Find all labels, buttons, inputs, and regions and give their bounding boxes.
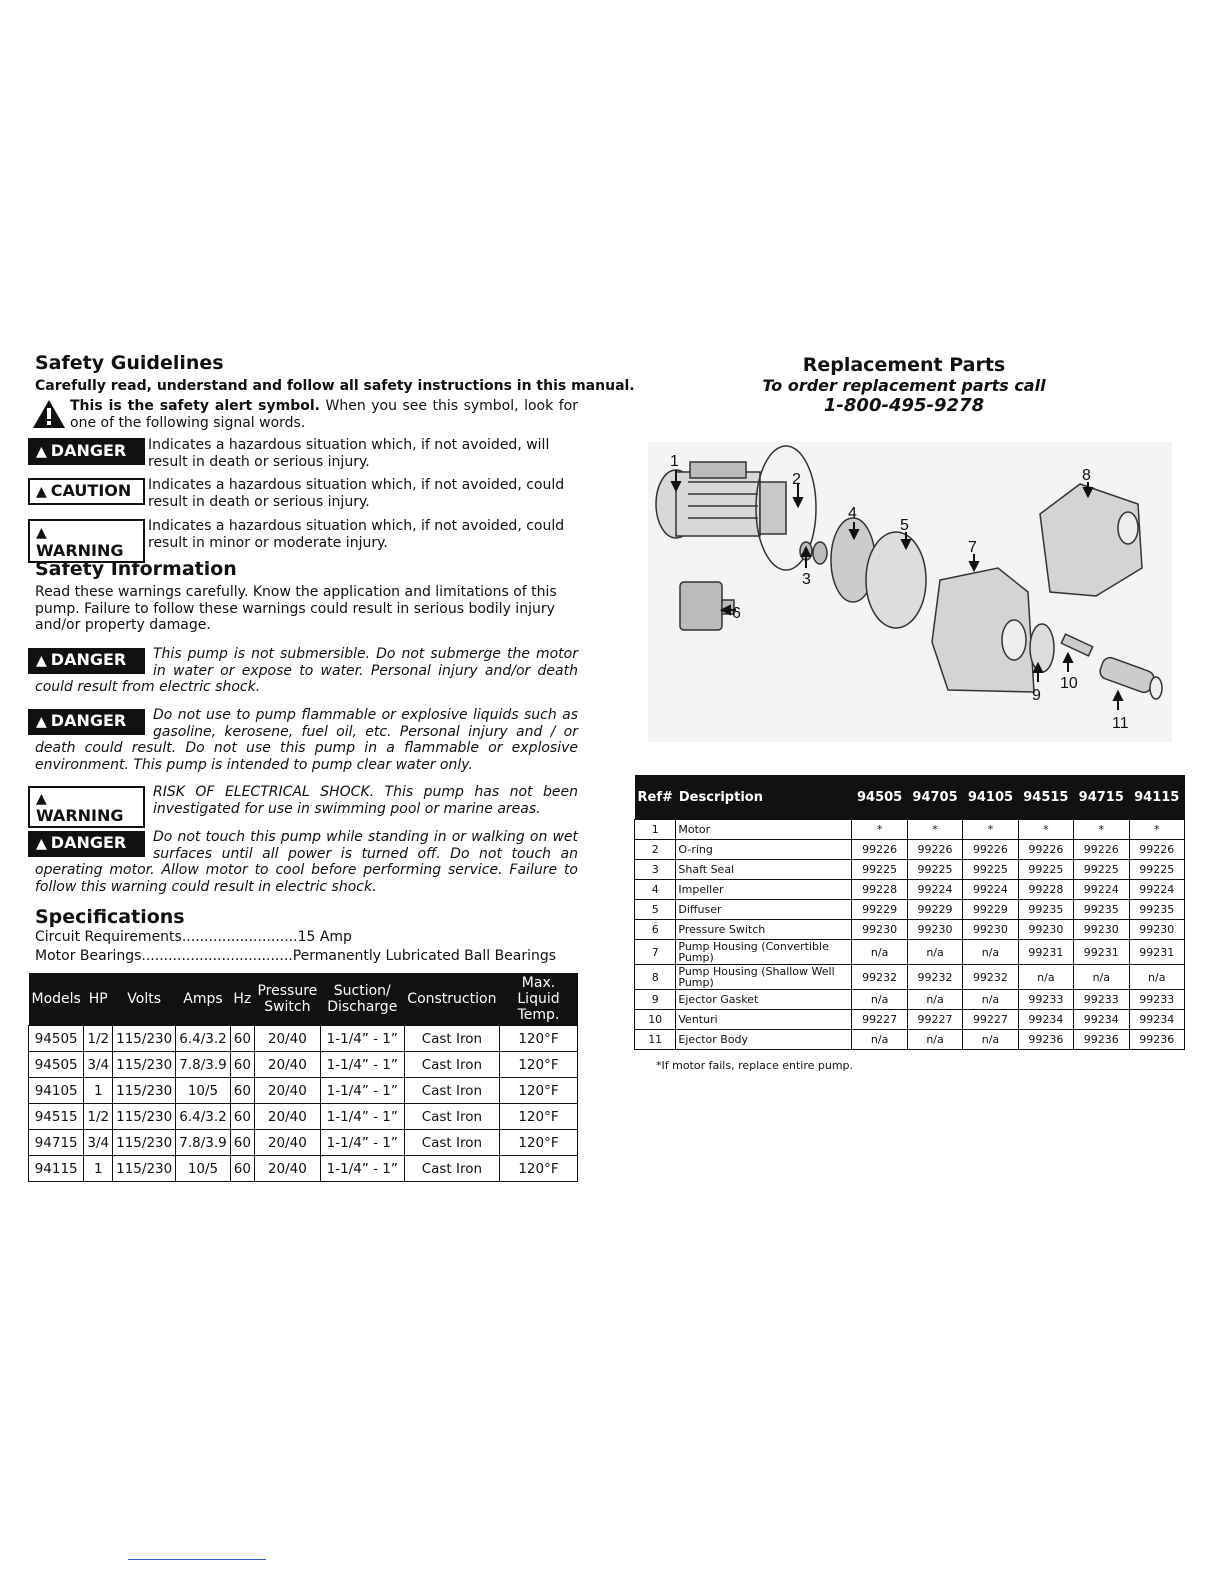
circuit-requirements [35, 929, 352, 945]
table-cell: 120°F [500, 1156, 578, 1182]
phone-number: 1-800-495-9278 [823, 395, 985, 416]
table-cell: Cast Iron [404, 1026, 499, 1052]
table-cell: 60 [230, 1130, 254, 1156]
table-cell: Venturi [676, 1010, 852, 1030]
warning-block [35, 829, 578, 895]
table-cell: 99225 [1018, 860, 1073, 880]
table-cell: 7.8/3.9 [176, 1052, 231, 1078]
table-cell: 60 [230, 1026, 254, 1052]
table-cell: 1 [84, 1078, 113, 1104]
table-cell: 3/4 [84, 1130, 113, 1156]
table-cell: n/a [907, 990, 962, 1010]
table-cell: 120°F [500, 1026, 578, 1052]
exploded-parts-diagram [648, 442, 1172, 742]
table-cell: 99233 [1018, 990, 1073, 1010]
table-cell: 8 [635, 965, 676, 990]
replacement-parts-table [634, 775, 1185, 1050]
table-cell: 94715 [29, 1130, 84, 1156]
specifications-table [28, 973, 578, 1182]
table-cell: 99232 [963, 965, 1018, 990]
warning-text: RISK OF ELECTRICAL SHOCK. This pump has not been investigated for use in swimming pool or marine areas. [153, 784, 578, 817]
table-cell: 2 [635, 840, 676, 860]
signal-warning-text: Indicates a hazardous situation which, if not avoided, could result in minor or moderate injury. [148, 518, 565, 551]
diagram-label: 2 [792, 471, 801, 488]
specifications-title: Specifications [35, 906, 185, 928]
col-header: Construction [404, 973, 499, 1026]
table-cell: 99226 [907, 840, 962, 860]
table-cell: 1 [635, 820, 676, 840]
table-cell: 1 [84, 1156, 113, 1182]
table-cell: Cast Iron [404, 1052, 499, 1078]
alert-triangle-icon: ▲ [36, 653, 47, 669]
diffuser-part [866, 532, 926, 628]
table-cell: 120°F [500, 1130, 578, 1156]
table-header-row [29, 973, 578, 1026]
table-cell: 99236 [1129, 1030, 1185, 1050]
table-cell: Shaft Seal [676, 860, 852, 880]
table-cell: 115/230 [113, 1052, 176, 1078]
table-cell: 99224 [963, 880, 1018, 900]
signal-warning-row [28, 518, 578, 560]
table-cell: 7.8/3.9 [176, 1130, 231, 1156]
col-header: Hz [230, 973, 254, 1026]
table-cell: 115/230 [113, 1026, 176, 1052]
table-cell: 94505 [29, 1052, 84, 1078]
table-cell: 99225 [907, 860, 962, 880]
circuit-value: 15 Amp [297, 929, 352, 945]
safety-information-title: Safety Information [35, 558, 237, 580]
table-cell: 99229 [963, 900, 1018, 920]
table-cell: 1/2 [84, 1026, 113, 1052]
table-cell: 99224 [1074, 880, 1129, 900]
table-cell: O-ring [676, 840, 852, 860]
table-cell: * [1129, 820, 1185, 840]
table-cell: Ejector Body [676, 1030, 852, 1050]
warning-text: This pump is not submersible. Do not submerge the motor in water or expose to water. Personal injury and/or death could result from electric shock. [35, 646, 578, 695]
parts-footnote: *If motor fails, replace entire pump. [656, 1059, 854, 1072]
table-row [29, 1130, 578, 1156]
col-header: Ref# [635, 775, 676, 820]
table-cell: 99236 [1074, 1030, 1129, 1050]
table-cell: 99236 [1018, 1030, 1073, 1050]
table-cell: 99234 [1129, 1010, 1185, 1030]
table-cell: 99234 [1018, 1010, 1073, 1030]
table-cell: 115/230 [113, 1078, 176, 1104]
table-cell: 4 [635, 880, 676, 900]
diagram-label: 7 [968, 539, 977, 556]
safety-guidelines-title: Safety Guidelines [35, 352, 224, 374]
diagram-label: 10 [1060, 675, 1078, 692]
col-header: 94105 [963, 775, 1018, 820]
safety-guidelines-intro: Carefully read, understand and follow all safety instructions in this manual. [35, 378, 635, 394]
table-cell: 20/40 [254, 1130, 320, 1156]
diagram-label: 11 [1112, 715, 1129, 732]
alert-triangle-icon: ▲ [36, 484, 47, 500]
table-cell: * [963, 820, 1018, 840]
table-cell: Cast Iron [404, 1104, 499, 1130]
table-cell: Pump Housing (Shallow Well Pump) [676, 965, 852, 990]
leader-dots: .......................... [181, 929, 298, 945]
table-cell: n/a [1074, 965, 1129, 990]
alert-symbol-note [32, 398, 578, 431]
table-cell: 20/40 [254, 1052, 320, 1078]
table-cell: 94505 [29, 1026, 84, 1052]
col-header: Models [29, 973, 84, 1026]
table-cell: 60 [230, 1156, 254, 1182]
table-cell: 99231 [1018, 940, 1073, 965]
col-header: 94515 [1018, 775, 1073, 820]
warning-badge: ▲WARNING [28, 519, 145, 563]
table-cell: 115/230 [113, 1156, 176, 1182]
table-cell: 1/2 [84, 1104, 113, 1130]
col-header: Max. Liquid Temp. [500, 973, 578, 1026]
danger-badge: ▲ DANGER [28, 438, 145, 465]
table-row [29, 1078, 578, 1104]
signal-danger-text: Indicates a hazardous situation which, if not avoided, will result in death or serious injury. [148, 437, 550, 470]
table-cell: 20/40 [254, 1104, 320, 1130]
table-cell: n/a [963, 990, 1018, 1010]
table-cell: Motor [676, 820, 852, 840]
table-row [635, 990, 1185, 1010]
alert-triangle-icon [32, 399, 66, 429]
warning-text: Do not touch this pump while standing in or walking on wet surfaces until all power is turned off. Do not touch an operating motor. Allow motor to cool before performing service. Failure to follow this warning could result in electric shock. [35, 829, 578, 895]
table-cell: 120°F [500, 1104, 578, 1130]
table-cell: 115/230 [113, 1104, 176, 1130]
table-cell: 7 [635, 940, 676, 965]
table-row [635, 965, 1185, 990]
table-cell: 99231 [1074, 940, 1129, 965]
table-row [635, 880, 1185, 900]
table-cell: 99230 [963, 920, 1018, 940]
table-cell: 1-1/4” - 1” [320, 1026, 404, 1052]
col-header: 94715 [1074, 775, 1129, 820]
table-cell: 99225 [1074, 860, 1129, 880]
table-row [29, 1156, 578, 1182]
table-cell: 99226 [1018, 840, 1073, 860]
table-cell: Cast Iron [404, 1130, 499, 1156]
col-header: Volts [113, 973, 176, 1026]
table-cell: 99235 [1074, 900, 1129, 920]
table-row [635, 820, 1185, 840]
signal-caution-row [28, 477, 578, 511]
table-cell: n/a [852, 1030, 907, 1050]
table-cell: 99227 [852, 1010, 907, 1030]
bearings-label: Motor Bearings [35, 948, 142, 964]
table-cell: 99235 [1018, 900, 1073, 920]
table-cell: 20/40 [254, 1156, 320, 1182]
table-cell: 1-1/4” - 1” [320, 1078, 404, 1104]
table-cell: 60 [230, 1104, 254, 1130]
table-cell: n/a [852, 940, 907, 965]
table-cell: 99230 [1018, 920, 1073, 940]
signal-caution-text: Indicates a hazardous situation which, if not avoided, could result in death or serious injury. [148, 477, 565, 510]
table-cell: 94515 [29, 1104, 84, 1130]
table-cell: * [1074, 820, 1129, 840]
table-cell: 120°F [500, 1052, 578, 1078]
col-header: Suction/ Discharge [320, 973, 404, 1026]
table-row [635, 940, 1185, 965]
table-cell: n/a [852, 990, 907, 1010]
signal-danger-row [28, 437, 578, 471]
table-cell: 10 [635, 1010, 676, 1030]
table-cell: 99231 [1129, 940, 1185, 965]
table-cell: 99225 [852, 860, 907, 880]
table-cell: 99225 [1129, 860, 1185, 880]
danger-badge: ▲ DANGER [28, 831, 145, 857]
table-cell: Cast Iron [404, 1078, 499, 1104]
table-header-row [635, 775, 1185, 820]
table-cell: 99230 [1129, 920, 1185, 940]
col-header: 94705 [907, 775, 962, 820]
table-cell: 99230 [907, 920, 962, 940]
motor-bearings [35, 948, 556, 964]
table-cell: 99224 [907, 880, 962, 900]
table-cell: 1-1/4” - 1” [320, 1052, 404, 1078]
ejector-gasket-part [1030, 624, 1054, 672]
table-row [635, 900, 1185, 920]
diagram-label: 3 [802, 571, 811, 588]
col-header: 94505 [852, 775, 907, 820]
diagram-label: 8 [1082, 467, 1091, 484]
alert-triangle-icon: ▲ [36, 836, 47, 852]
alert-triangle-icon: ▲ [36, 444, 47, 460]
table-cell: 9 [635, 990, 676, 1010]
table-cell: 99229 [907, 900, 962, 920]
bearings-value: Permanently Lubricated Ball Bearings [292, 948, 557, 964]
safety-information-intro: Read these warnings carefully. Know the application and limitations of this pump. Failure to follow these warnings could result in serious bodily injury and/or property damage. [35, 584, 557, 633]
table-cell: Pump Housing (Convertible Pump) [676, 940, 852, 965]
table-cell: 120°F [500, 1078, 578, 1104]
table-row [29, 1026, 578, 1052]
col-header: Description [676, 775, 852, 820]
footer-rule [128, 1559, 266, 1560]
table-row [635, 860, 1185, 880]
table-cell: 60 [230, 1052, 254, 1078]
table-row [29, 1052, 578, 1078]
replacement-parts-subtitle: To order replacement parts call [762, 376, 1046, 395]
col-header: HP [84, 973, 113, 1026]
table-cell: Diffuser [676, 900, 852, 920]
table-cell: 94105 [29, 1078, 84, 1104]
table-cell: * [852, 820, 907, 840]
table-cell: n/a [963, 1030, 1018, 1050]
table-cell: 20/40 [254, 1026, 320, 1052]
table-cell: 1-1/4” - 1” [320, 1130, 404, 1156]
table-cell: 1-1/4” - 1” [320, 1156, 404, 1182]
table-row [29, 1104, 578, 1130]
table-row [635, 920, 1185, 940]
table-row [635, 840, 1185, 860]
table-cell: 115/230 [113, 1130, 176, 1156]
leader-dots: .................................. [141, 948, 293, 964]
warning-text: Do not use to pump flammable or explosive liquids such as gasoline, kerosene, fuel oil, etc. Personal injury and / or death could result. Do not use this pump in a flammable or explosive environment. This pump is intended to pump clear water only. [35, 707, 578, 773]
warning-block [35, 784, 578, 828]
col-header: 94115 [1129, 775, 1185, 820]
table-cell: 99234 [1074, 1010, 1129, 1030]
table-cell: 99227 [907, 1010, 962, 1030]
table-cell: Pressure Switch [676, 920, 852, 940]
alert-bold: This is the safety alert symbol. [70, 398, 320, 414]
alert-triangle-icon: ▲ [36, 714, 47, 730]
replacement-parts-title: Replacement Parts [802, 354, 1006, 376]
table-cell: Ejector Gasket [676, 990, 852, 1010]
danger-badge: ▲ DANGER [28, 709, 145, 735]
table-cell: n/a [1018, 965, 1073, 990]
diagram-label: 9 [1032, 687, 1041, 704]
table-cell: 11 [635, 1030, 676, 1050]
diagram-label: 5 [900, 517, 909, 534]
table-cell: 6 [635, 920, 676, 940]
alert-text: When you see this symbol, look for one of the following signal words. [70, 398, 579, 431]
table-cell: 10/5 [176, 1078, 231, 1104]
table-cell: Impeller [676, 880, 852, 900]
table-cell: 1-1/4” - 1” [320, 1104, 404, 1130]
table-cell: 3/4 [84, 1052, 113, 1078]
table-cell: n/a [963, 940, 1018, 965]
table-cell: * [1018, 820, 1073, 840]
col-header: Pressure Switch [254, 973, 320, 1026]
diagram-label: 4 [848, 505, 857, 522]
table-cell: n/a [907, 940, 962, 965]
table-cell: 99226 [963, 840, 1018, 860]
table-cell: 99226 [1129, 840, 1185, 860]
table-cell: 99230 [852, 920, 907, 940]
warning-block [35, 646, 578, 696]
diagram-label: 6 [732, 605, 741, 622]
table-cell: n/a [1129, 965, 1185, 990]
table-cell: 99232 [852, 965, 907, 990]
table-cell: 99228 [852, 880, 907, 900]
table-cell: 99226 [1074, 840, 1129, 860]
table-cell: 5 [635, 900, 676, 920]
table-cell: 3 [635, 860, 676, 880]
table-cell: 99224 [1129, 880, 1185, 900]
alert-triangle-icon: ▲ [36, 525, 47, 541]
caution-badge: ▲ CAUTION [28, 478, 145, 505]
table-cell: 20/40 [254, 1078, 320, 1104]
warning-badge: ▲WARNING [28, 786, 145, 828]
table-cell: 99226 [852, 840, 907, 860]
alert-triangle-icon: ▲ [36, 791, 47, 807]
table-cell: 99235 [1129, 900, 1185, 920]
table-cell: 10/5 [176, 1156, 231, 1182]
table-cell: 6.4/3.2 [176, 1104, 231, 1130]
diagram-label: 1 [670, 453, 679, 470]
table-cell: 94115 [29, 1156, 84, 1182]
warning-block [35, 707, 578, 773]
circuit-label: Circuit Requirements [35, 929, 182, 945]
table-cell: Cast Iron [404, 1156, 499, 1182]
table-cell: 99227 [963, 1010, 1018, 1030]
table-cell: * [907, 820, 962, 840]
table-cell: n/a [907, 1030, 962, 1050]
danger-badge: ▲ DANGER [28, 648, 145, 674]
table-cell: 99232 [907, 965, 962, 990]
table-row [635, 1010, 1185, 1030]
col-header: Amps [176, 973, 231, 1026]
table-cell: 99233 [1074, 990, 1129, 1010]
table-cell: 99228 [1018, 880, 1073, 900]
table-row [635, 1030, 1185, 1050]
table-cell: 99230 [1074, 920, 1129, 940]
table-cell: 99225 [963, 860, 1018, 880]
table-cell: 60 [230, 1078, 254, 1104]
table-cell: 99229 [852, 900, 907, 920]
table-cell: 6.4/3.2 [176, 1026, 231, 1052]
table-cell: 99233 [1129, 990, 1185, 1010]
